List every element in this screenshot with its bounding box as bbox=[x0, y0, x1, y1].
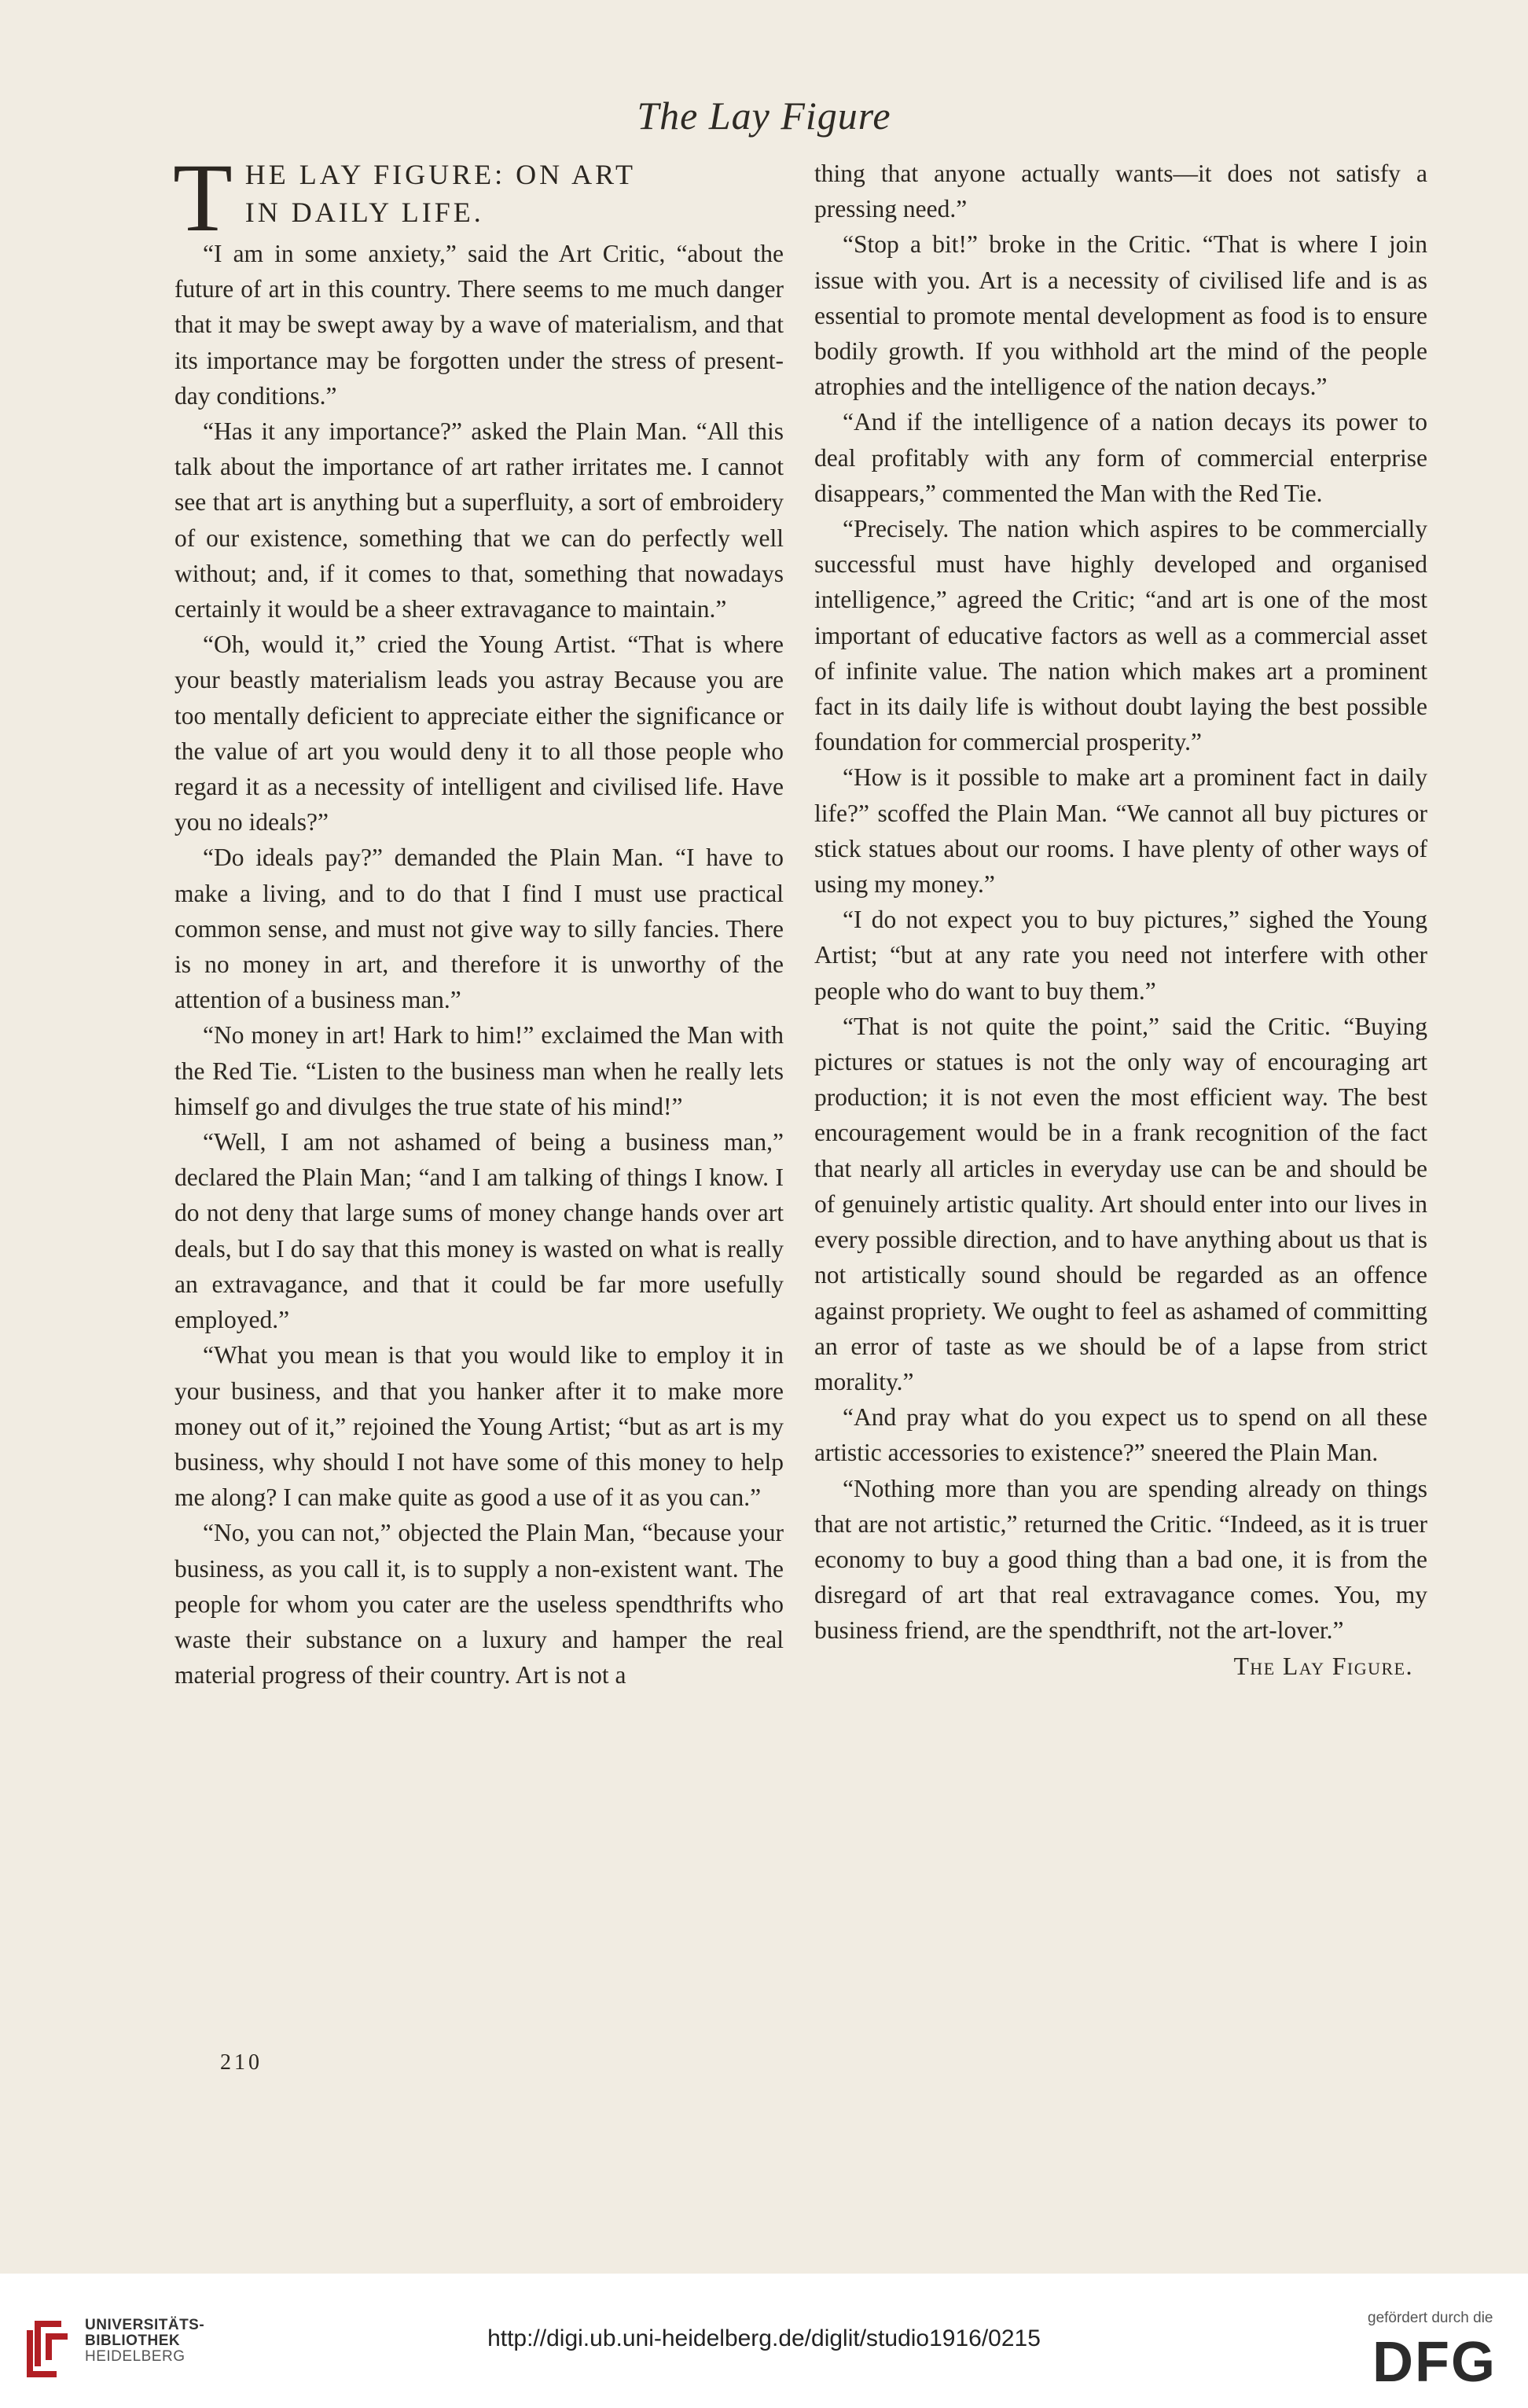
paragraph: “Oh, would it,” cried the Young Artist. “That is where your beastly materialism leads you astray Because you are too mentally deficient to appreciate either the significance or the value of art you would deny it to all those people who regard it as a necessity of intelligent and civilised life. Have you no ideals?” bbox=[174, 630, 784, 836]
running-head: The Lay Figure bbox=[637, 94, 891, 138]
paragraph-continuation: thing that anyone actually wants—it does not satisfy a pressing need.” bbox=[814, 160, 1427, 223]
dfg-logo: DFG bbox=[1372, 2331, 1497, 2394]
paragraph: “Do ideals pay?” demanded the Plain Man. “I have to make a living, and to do that I find I must use practical common sense, and must not give way to silly fancies. There is no money in art, and therefore it is unworthy of the attention of a business man.” bbox=[174, 844, 784, 1014]
left-column bbox=[173, 144, 784, 1693]
page-number: 210 bbox=[220, 2050, 263, 2075]
permalink-url[interactable]: http://digi.ub.uni-heidelberg.de/diglit/studio1916/0215 bbox=[487, 2325, 1041, 2351]
signature: The Lay Figure. bbox=[1233, 1652, 1413, 1680]
paragraph: “How is it possible to make art a prominent fact in daily life?” scoffed the Plain Man. “We cannot all buy pictures or stick statues about our rooms. I have plenty of other ways of using my money.” bbox=[814, 763, 1427, 899]
funding-note: gefördert durch die bbox=[1368, 2310, 1493, 2326]
headline-line-2: IN DAILY LIFE. bbox=[244, 197, 484, 228]
library-line-1: UNIVERSITÄTS- bbox=[85, 2317, 205, 2333]
library-line-2: BIBLIOTHEK bbox=[85, 2333, 181, 2349]
drop-cap: T bbox=[173, 144, 236, 252]
paragraph: “And if the intelligence of a nation decays its power to deal profitably with any form of commercial enterprise disappears,” commented the Man with the Red Tie. bbox=[814, 408, 1427, 507]
headline-line-1: HE LAY FIGURE: ON ART bbox=[244, 159, 636, 190]
right-column bbox=[814, 156, 1427, 1684]
paragraph: “No, you can not,” objected the Plain Man, “because your business, as you call it, is to supply a non-existent want. The people for whom you cater are the useless spendthrifts who waste their substance on a luxury and hamper the real material progress of their country. Art is not a bbox=[174, 1519, 784, 1689]
paragraph: “No money in art! Hark to him!” exclaimed the Man with the Red Tie. “Listen to the business man when he really lets himself go and divulges the true state of his mind!” bbox=[174, 1021, 784, 1120]
paragraph: “Well, I am not ashamed of being a business man,” declared the Plain Man; “and I am talking of things I know. I do not deny that large sums of money change hands over art deals, but I do say that this money is wasted on what is really an extravagance, and that it could be far more usefully employed.” bbox=[174, 1128, 784, 1334]
paragraph: “And pray what do you expect us to spend on all these artistic accessories to existence?” sneered the Plain Man. bbox=[814, 1403, 1427, 1467]
paragraph: “Precisely. The nation which aspires to be commercially successful must have highly developed and organised intelligence,” agreed the Critic; “and art is one of the most important of educative factors as well as a commercial asset of infinite value. The nation which makes art a prominent fact in its daily life is without doubt laying the best possible foundation for commercial prosperity.” bbox=[814, 515, 1427, 756]
paragraph-final bbox=[814, 1471, 1427, 1680]
library-line-3: HEIDELBERG bbox=[85, 2348, 185, 2365]
paragraph: “Has it any importance?” asked the Plain Man. “All this talk about the importance of art rather irritates me. I cannot see that art is anything but a superfluity, a sort of embroidery of our existence, something that we can do perfectly well without; and, if it comes to that, something that nowadays certainly it would be a sheer extravagance to maintain.” bbox=[174, 417, 784, 623]
paragraph: “I do not expect you to buy pictures,” sighed the Young Artist; “but at any rate you need not interfere with other people who do want to buy them.” bbox=[814, 906, 1427, 1005]
final-paragraph-text: “Nothing more than you are spending already on things that are not artistic,” returned the Critic. “Indeed, as it is truer economy to buy a good thing than a bad one, it is from the disregard of art that real extravagance comes. You, my business friend, are the spendthrift, not the art-lover.” bbox=[814, 1474, 1427, 1645]
article-headline bbox=[173, 144, 784, 252]
paragraph: “That is not quite the point,” said the Critic. “Buying pictures or statues is not the only way of encouraging art production; it is not even the most efficient way. The best encouragement would be in a frank recognition of the fact that nearly all articles in everyday use can be and should be of genuinely artistic quality. Art should enter into our lives in every possible direction, and to have anything about us that is not artistically sound should be regarded as an offence against propriety. We ought to feel as ashamed of committing an error of taste as we should be of a lapse from strict morality.” bbox=[814, 1012, 1427, 1395]
paragraph: “What you mean is that you would like to employ it in your business, and that you hanker after it to make more money out of it,” rejoined the Young Artist; “but as art is my business, why should I not have some of this money to help me along? I can make quite as good a use of it as you can.” bbox=[174, 1341, 784, 1512]
paragraph: “Stop a bit!” broke in the Critic. “That is where I join issue with you. Art is a necessity of civilised life and is as essential to promote mental development as food is to ensure bodily growth. If you withhold art the mind of the people atrophies and the intelligence of the nation decays.” bbox=[814, 230, 1427, 401]
paragraph: “I am in some anxiety,” said the Art Critic, “about the future of art in this country. There seems to me much danger that it may be swept away by a wave of materialism, and that its importance may be forgotten under the stress of present-day conditions.” bbox=[174, 240, 784, 410]
